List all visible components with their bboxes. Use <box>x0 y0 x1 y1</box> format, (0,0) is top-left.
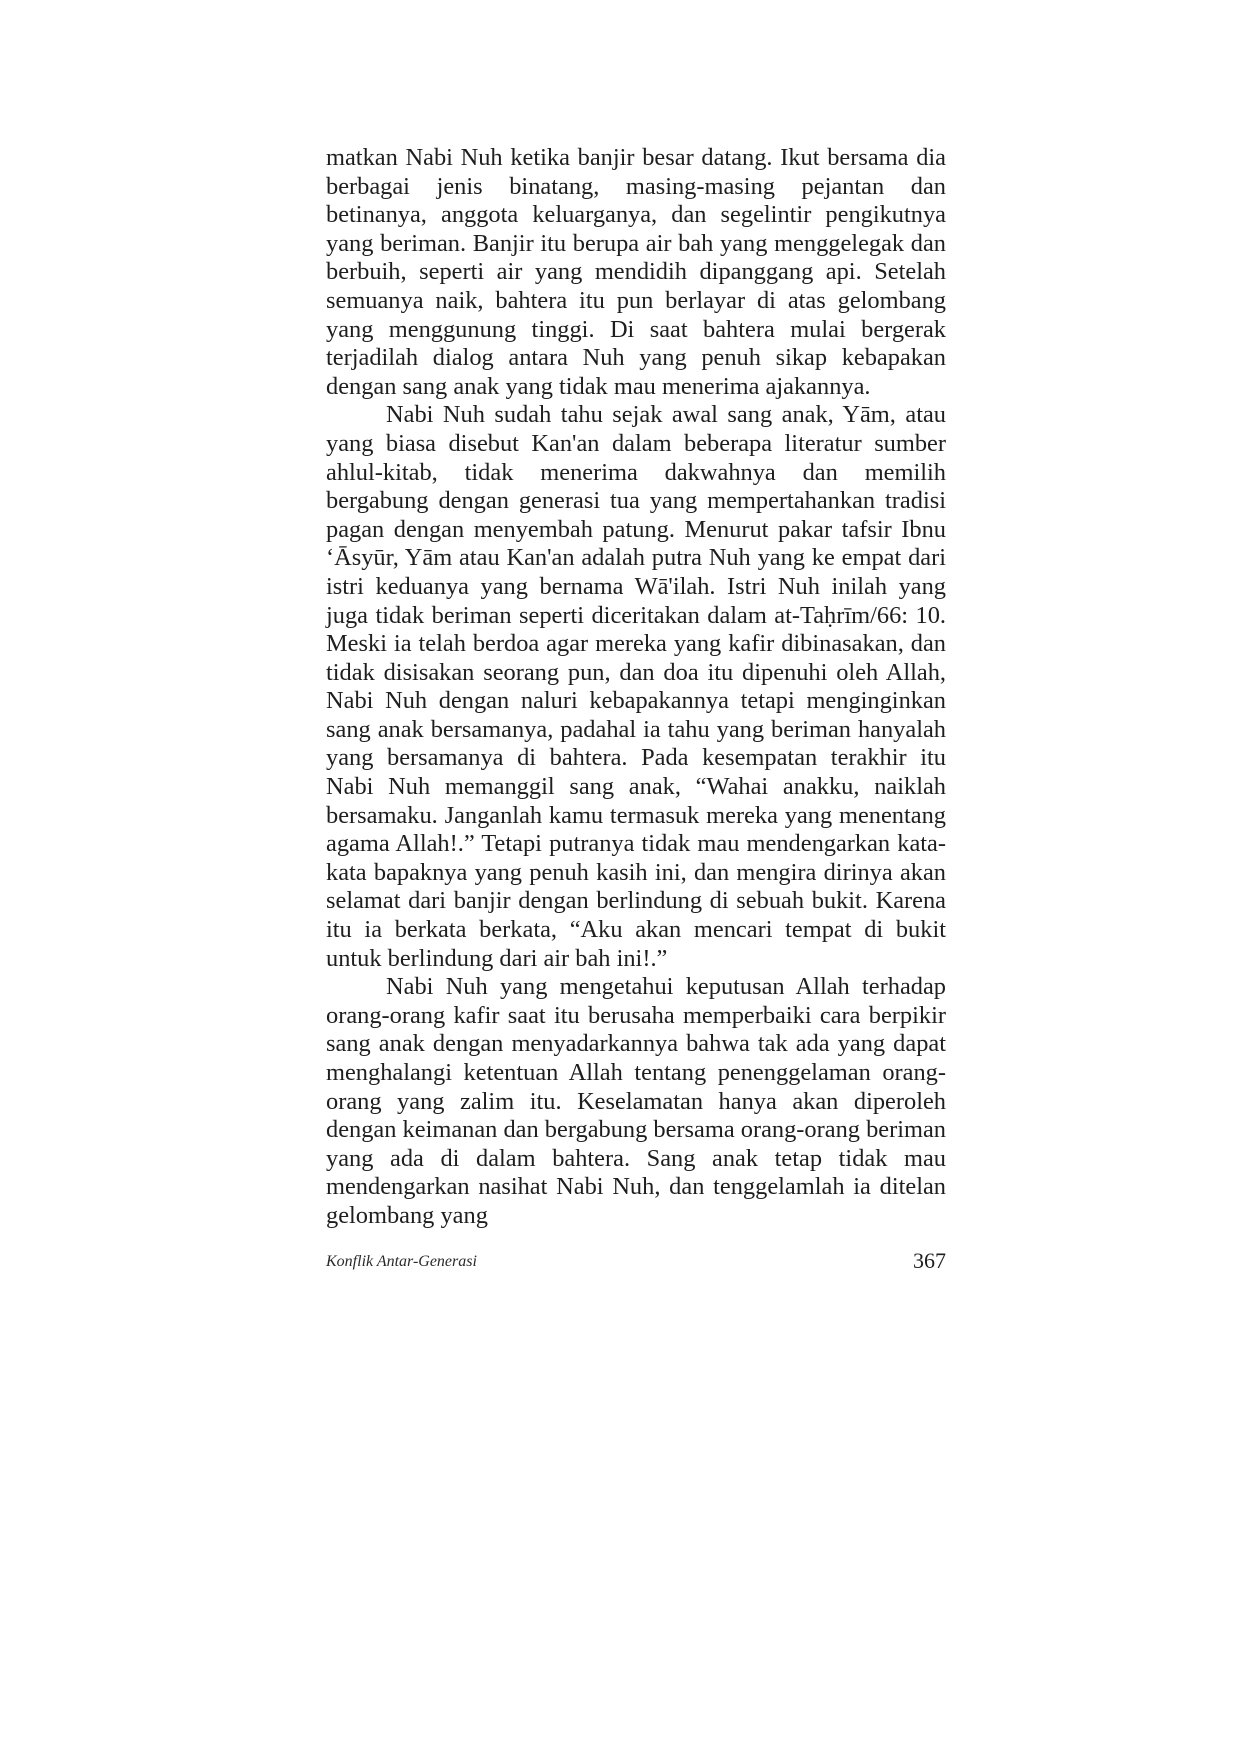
body-text <box>326 144 946 1231</box>
paragraph-1: matkan Nabi Nuh ketika banjir besar datang. Ikut bersama dia berbagai jenis binatang, masing-masing pejantan dan betinanya, anggota keluarganya, dan segelintir pengikutnya yang beriman. Banjir itu berupa air bah yang menggelegak dan berbuih, seperti air yang mendidih dipanggang api. Setelah semuanya naik, bahtera itu pun berlayar di atas gelombang yang menggunung tinggi. Di saat bahtera mulai bergerak terjadilah dialog antara Nuh yang penuh sikap kebapakan dengan sang anak yang tidak mau menerima ajakannya. <box>326 144 946 400</box>
paragraph-3: Nabi Nuh yang mengetahui keputusan Allah terhadap orang-orang kafir saat itu berusaha memperbaiki cara berpikir sang anak dengan menyadarkannya bahwa tak ada yang dapat menghalangi ketentuan Allah tentang penenggelaman orang-orang yang zalim itu. Keselamatan hanya akan diperoleh dengan keimanan dan bergabung bersama orang-orang beriman yang ada di dalam bahtera. Sang anak tetap tidak mau mendengarkan nasihat Nabi Nuh, dan tenggelamlah ia ditelan gelombang yang <box>326 973 946 1229</box>
running-footer-title: Konflik Antar-Generasi <box>326 1253 477 1270</box>
paragraph-2: Nabi Nuh sudah tahu sejak awal sang anak, Yām, atau yang biasa disebut Kan'an dalam beberapa literatur sumber ahlul-kitab, tidak menerima dakwahnya dan memilih bergabung dengan generasi tua yang mempertahankan tradisi pagan dengan menyembah patung. Menurut pakar tafsir Ibnu ‘Āsyūr, Yām atau Kan'an adalah putra Nuh yang ke empat dari istri keduanya yang bernama Wā'ilah. Istri Nuh inilah yang juga tidak beriman seperti diceritakan dalam at-Taḥrīm/66: 10. Meski ia telah berdoa agar mereka yang kafir dibinasakan, dan tidak disisakan seorang pun, dan doa itu dipenuhi oleh Allah, Nabi Nuh dengan naluri kebapakannya tetapi menginginkan sang anak bersamanya, padahal ia tahu yang beriman hanyalah yang bersamanya di bahtera. Pada kesempatan terakhir itu Nabi Nuh memanggil sang anak, “Wahai anakku, naiklah bersamaku. Janganlah kamu termasuk mereka yang menentang agama Allah!.” Tetapi putranya tidak mau mendengarkan kata-kata bapaknya yang penuh kasih ini, dan mengira dirinya akan selamat dari banjir dengan berlindung di sebuah bukit. Karena itu ia berkata berkata, “Aku akan mencari tempat di bukit untuk berlindung dari air bah ini!.” <box>326 401 946 972</box>
page-number: 367 <box>913 1248 946 1273</box>
